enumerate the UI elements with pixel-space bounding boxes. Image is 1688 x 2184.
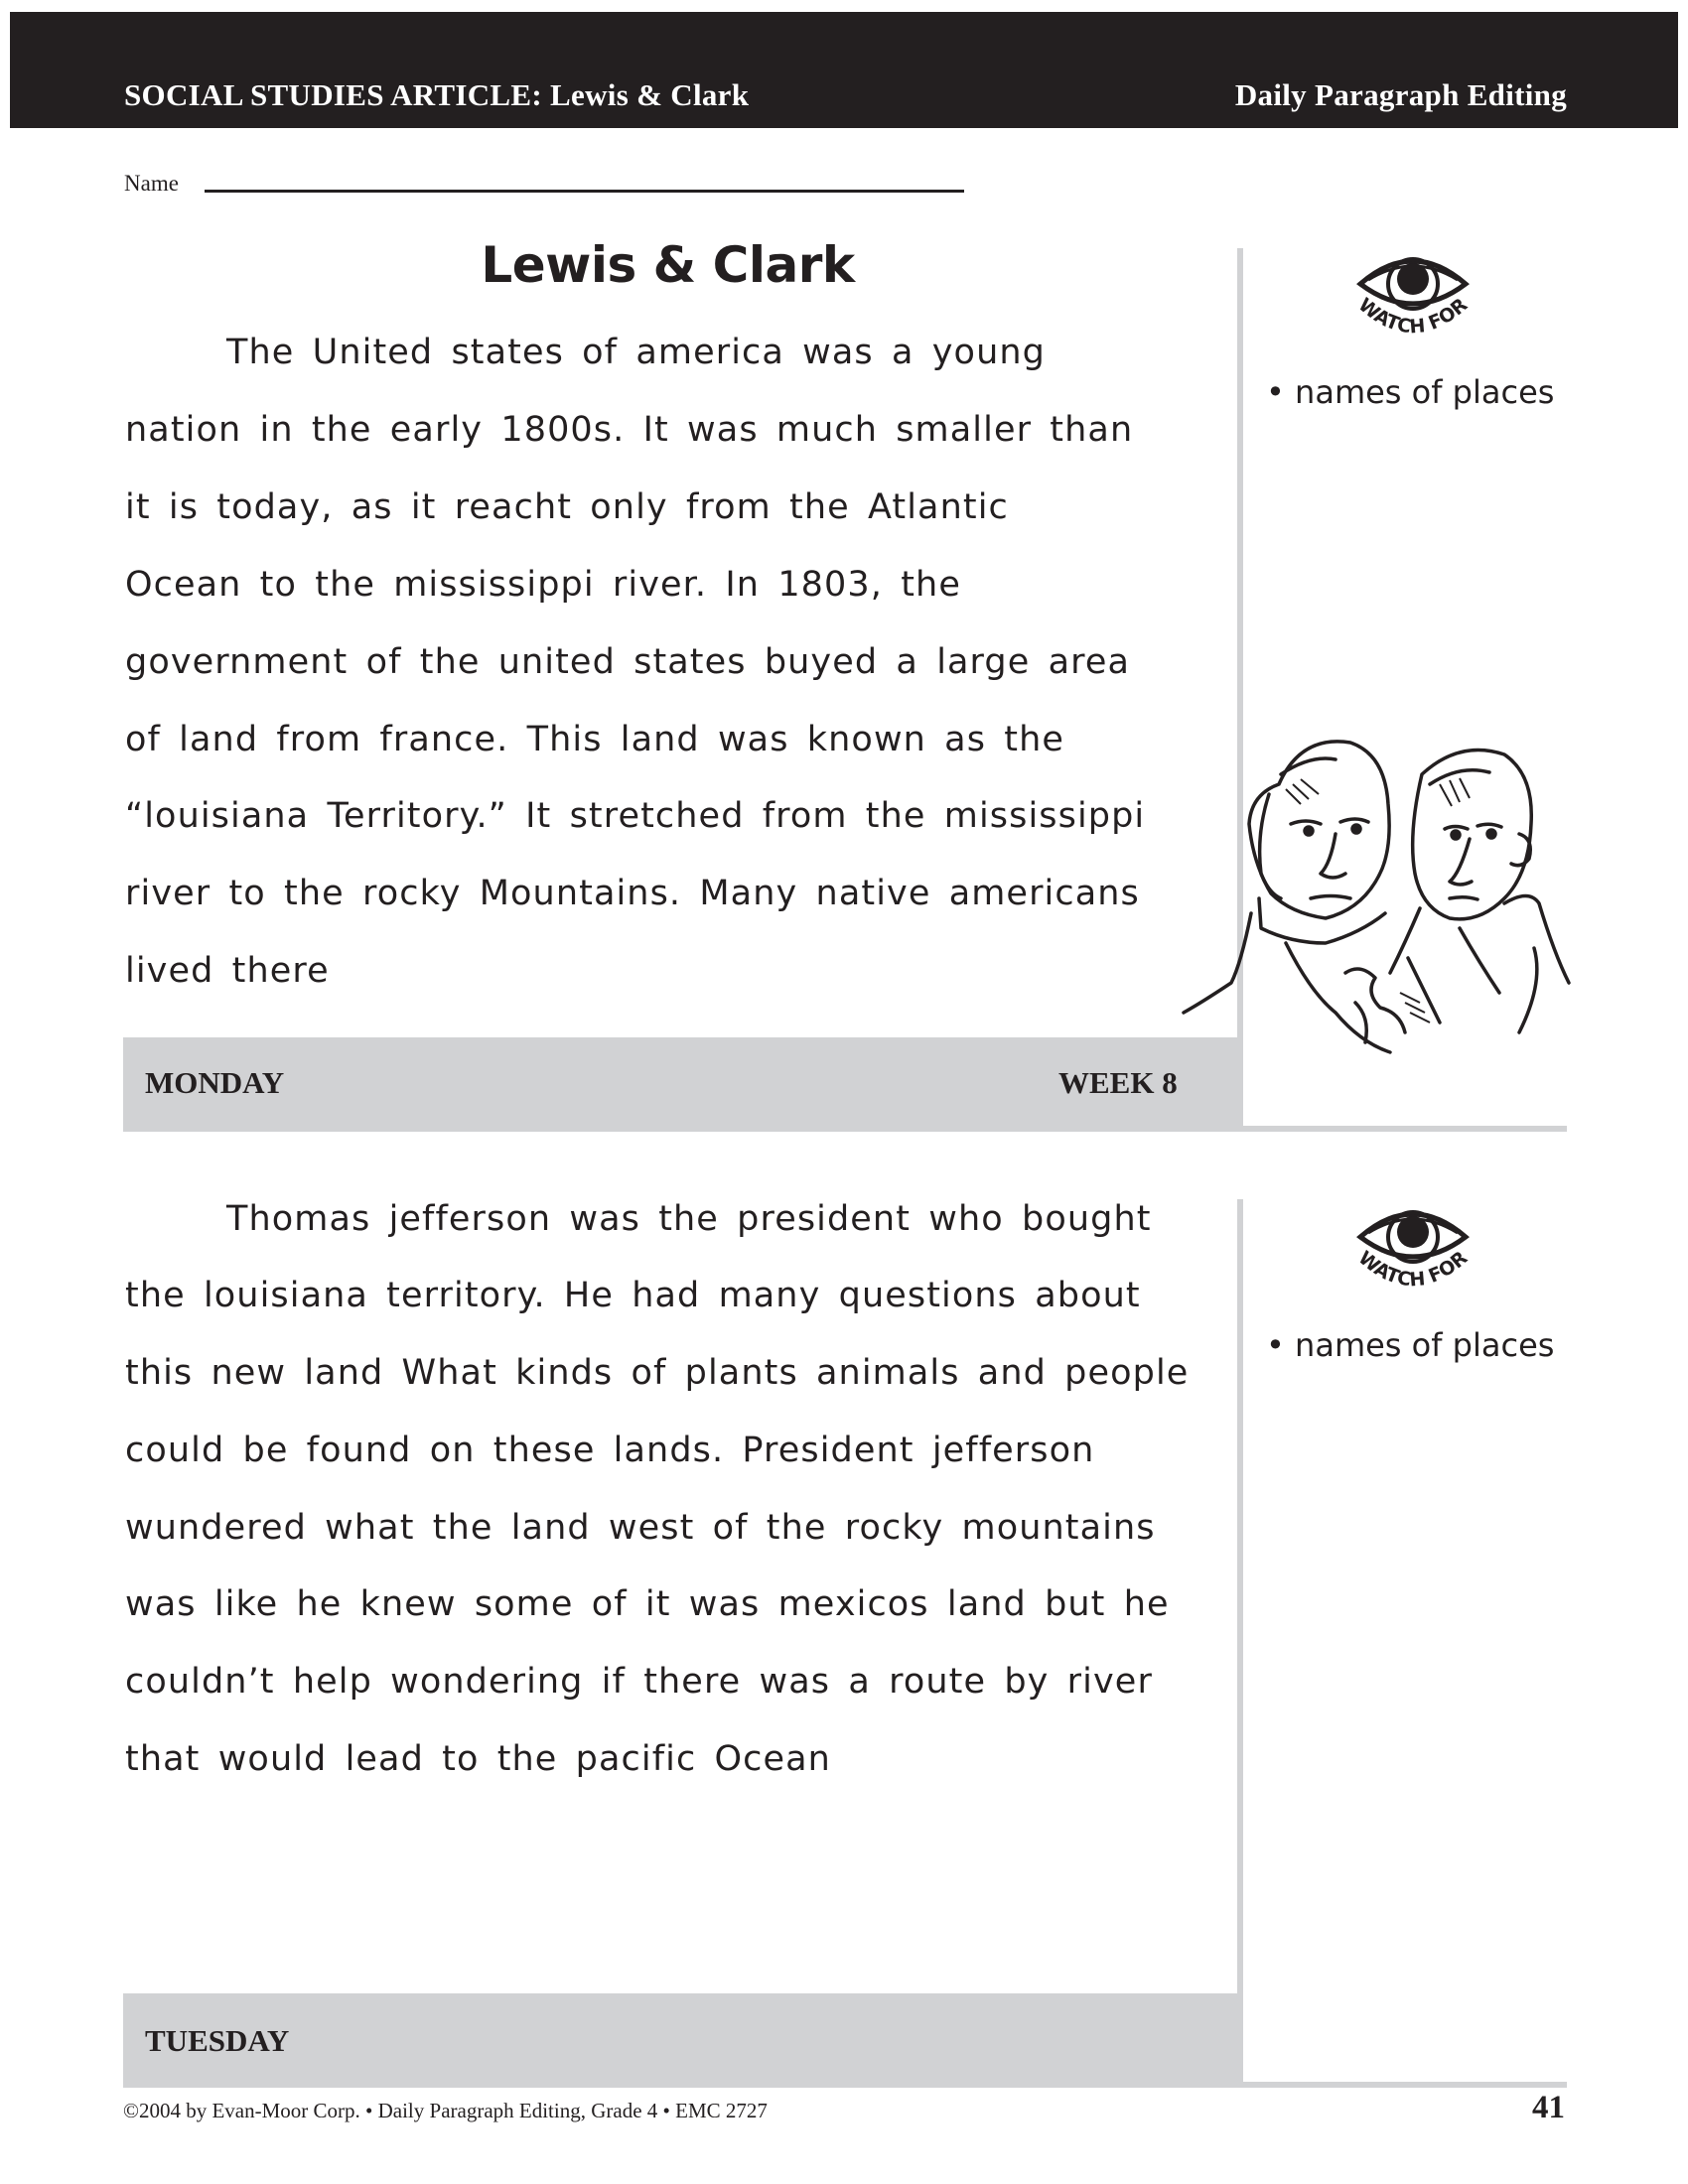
sidebar-divider <box>1237 1199 1243 2088</box>
paragraph-line: government of the united states buyed a large area <box>125 642 1131 682</box>
week-label: WEEK 8 <box>1058 1065 1178 1100</box>
svg-text:WATCH FOR: WATCH FOR <box>1353 293 1473 339</box>
paragraph-line: nation in the early 1800s. It was much smaller than <box>125 410 1134 450</box>
tuesday-day-bar <box>123 1993 1243 2088</box>
article-title: Lewis & Clark <box>481 236 855 294</box>
day-label-tuesday: TUESDAY <box>145 2023 290 2058</box>
section-rule <box>1241 2082 1567 2088</box>
paragraph-line: “louisiana Territory.” It stretched from the mississippi <box>125 796 1146 836</box>
eye-icon <box>1338 1199 1487 1308</box>
svg-text:WATCH FOR: WATCH FOR <box>1353 1246 1473 1292</box>
paragraph-line: was like he knew some of it was mexicos land but he <box>125 1584 1170 1624</box>
paragraph-line: of land from france. This land was known as the <box>125 720 1065 759</box>
watch-for-item: • names of places <box>1266 1326 1555 1364</box>
name-label: Name <box>124 171 179 196</box>
day-label-monday: MONDAY <box>145 1065 285 1100</box>
eye-icon <box>1338 246 1487 355</box>
paragraph-line: river to the rocky Mountains. Many native americans <box>125 874 1140 913</box>
section-rule <box>1241 1126 1567 1132</box>
paragraph-line: wundered what the land west of the rocky mountains <box>125 1508 1156 1548</box>
paragraph-line: Thomas jefferson was the president who bought <box>226 1199 1152 1239</box>
page-number: 41 <box>1532 2090 1565 2125</box>
paragraph-line: the louisiana territory. He had many questions about <box>125 1276 1141 1315</box>
paragraph-line: this new land What kinds of plants animals and people <box>125 1353 1190 1393</box>
lewis-and-clark-portraits-illustration <box>1162 715 1579 1067</box>
header-series-title: Daily Paragraph Editing <box>1234 77 1567 112</box>
paragraph-line: The United states of america was a young <box>226 333 1046 372</box>
paragraph-line: could be found on these lands. President jefferson <box>125 1431 1095 1470</box>
header-article-title: SOCIAL STUDIES ARTICLE: Lewis & Clark <box>124 77 750 112</box>
paragraph-line: that would lead to the pacific Ocean <box>125 1739 831 1779</box>
paragraph-line: it is today, as it reacht only from the Atlantic <box>125 487 1009 527</box>
name-input-line[interactable] <box>205 190 964 193</box>
copyright-footer: ©2004 by Evan-Moor Corp. • Daily Paragraph Editing, Grade 4 • EMC 2727 <box>123 2099 768 2122</box>
watch-for-item: • names of places <box>1266 373 1555 411</box>
paragraph-line: Ocean to the mississippi river. In 1803, the <box>125 565 961 605</box>
paragraph-line: couldn’t help wondering if there was a route by river <box>125 1662 1153 1702</box>
paragraph-line: lived there <box>125 951 330 991</box>
